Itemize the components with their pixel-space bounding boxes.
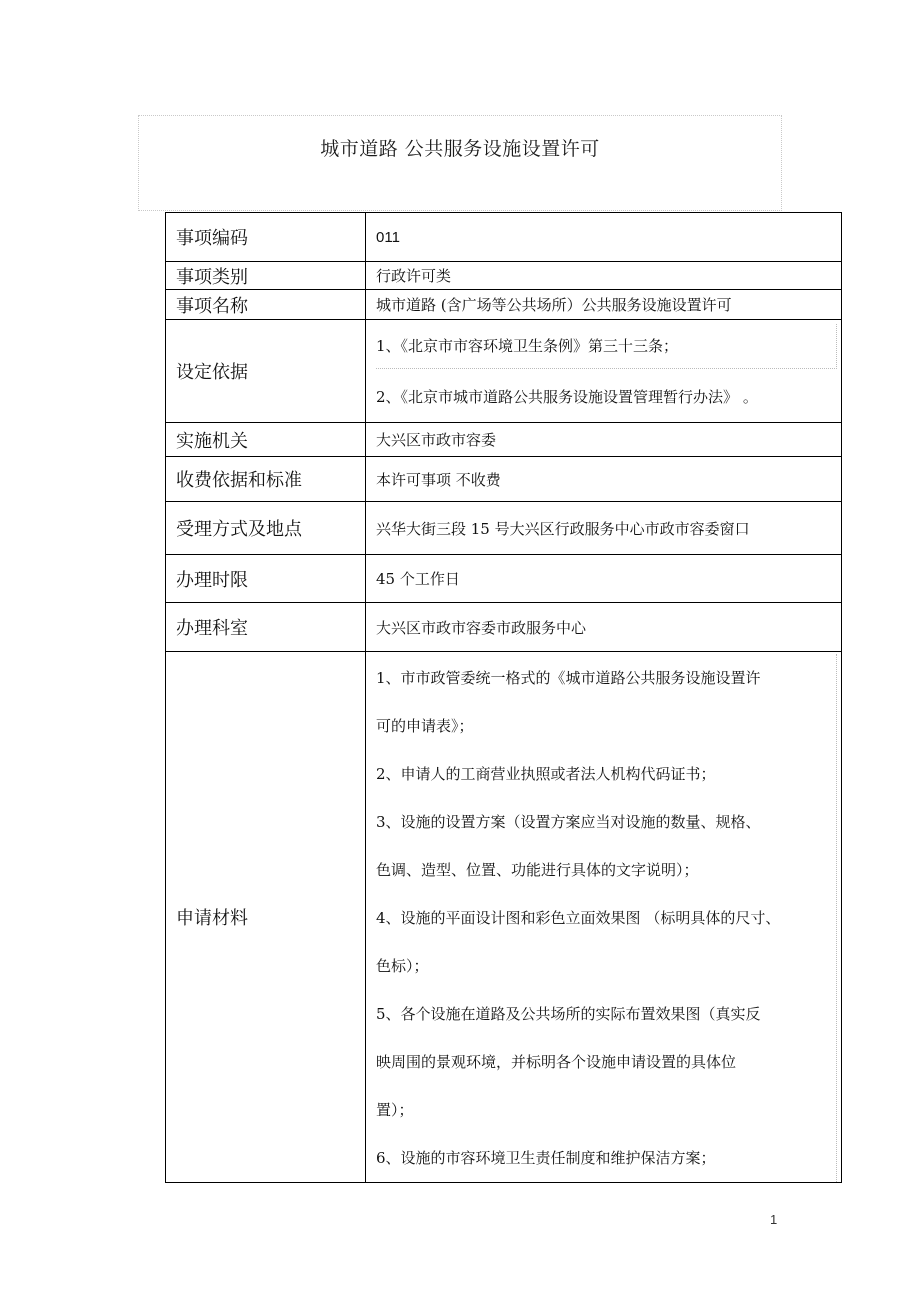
label-location: 受理方式及地点 xyxy=(166,502,366,555)
page-number: 1 xyxy=(770,1212,778,1227)
title-box xyxy=(138,115,782,211)
page-title: 城市道路 公共服务设施设置许可 xyxy=(320,138,600,160)
row-location xyxy=(166,502,842,555)
label-materials: 申请材料 xyxy=(166,652,366,1183)
material-line: 5、各个设施在道路及公共场所的实际布置效果图（真实反 xyxy=(376,1005,761,1023)
info-table xyxy=(165,212,842,1183)
value-office: 大兴区市政市容委市政服务中心 xyxy=(366,603,842,652)
label-time-limit: 办理时限 xyxy=(166,555,366,603)
value-code: 011 xyxy=(366,213,842,262)
value-agency: 大兴区市政市容委 xyxy=(366,423,842,457)
row-time-limit xyxy=(166,555,842,603)
value-basis xyxy=(366,320,842,423)
value-materials xyxy=(366,652,842,1183)
value-fee: 本许可事项 不收费 xyxy=(366,457,842,502)
value-location: 兴华大街三段 15 号大兴区行政服务中心市政市容委窗口 xyxy=(366,502,842,555)
row-agency xyxy=(166,423,842,457)
label-category: 事项类别 xyxy=(166,262,366,290)
row-materials xyxy=(166,652,842,1183)
basis-line-2: 2、《北京市城市道路公共服务设施设置管理暂行办法》 。 xyxy=(376,387,758,406)
material-line: 可的申请表》； xyxy=(376,717,474,735)
material-line: 6、设施的市容环境卫生责任制度和维护保洁方案； xyxy=(376,1149,716,1167)
basis-line-1: 1、《北京市市容环境卫生条例》第三十三条； xyxy=(376,336,679,355)
value-time-limit: 45 个工作日 xyxy=(366,555,842,603)
label-code: 事项编码 xyxy=(166,213,366,262)
label-office: 办理科室 xyxy=(166,603,366,652)
material-line: 3、设施的设置方案（设置方案应当对设施的数量、规格、 xyxy=(376,813,761,831)
material-line: 映周围的景观环境，并标明各个设施申请设置的具体位 xyxy=(376,1053,737,1071)
row-basis xyxy=(166,320,842,423)
label-name: 事项名称 xyxy=(166,290,366,320)
label-agency: 实施机关 xyxy=(166,423,366,457)
row-fee xyxy=(166,457,842,502)
material-line: 4、设施的平面设计图和彩色立面效果图 （标明具体的尺寸、 xyxy=(376,909,781,927)
row-name xyxy=(166,290,842,320)
material-line: 1、市市政管委统一格式的《城市道路公共服务设施设置许 xyxy=(376,669,761,687)
material-line: 色标）； xyxy=(376,957,429,975)
row-code xyxy=(166,213,842,262)
materials-list xyxy=(376,654,837,1182)
basis-inner-box xyxy=(376,324,837,369)
row-office xyxy=(166,603,842,652)
material-line: 色调、造型、位置、功能进行具体的文字说明）； xyxy=(376,861,699,879)
value-name: 城市道路 (含广场等公共场所）公共服务设施设置许可 xyxy=(366,290,842,320)
value-category: 行政许可类 xyxy=(366,262,842,290)
label-fee: 收费依据和标准 xyxy=(166,457,366,502)
label-basis: 设定依据 xyxy=(166,320,366,423)
row-category xyxy=(166,262,842,290)
material-line: 置）； xyxy=(376,1101,414,1119)
material-line: 2、申请人的工商营业执照或者法人机构代码证书； xyxy=(376,765,716,783)
